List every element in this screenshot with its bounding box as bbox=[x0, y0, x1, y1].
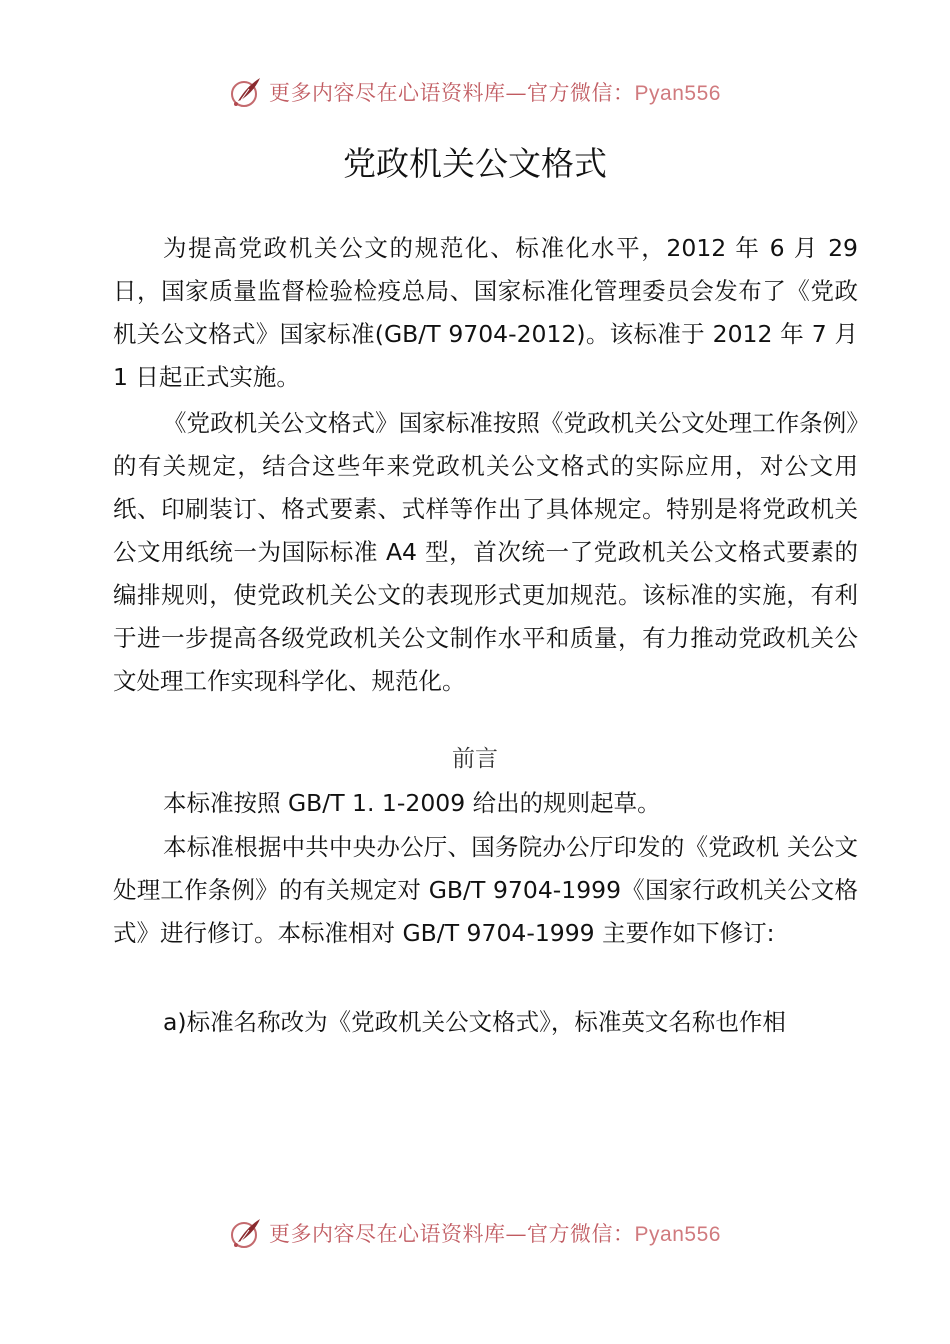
foreword-paragraph-2: 本标准根据中共中央办公厅、国务院办公厅印发的《党政机 关公文处理工作条例》的有关规定对 GB/T 9704-1999《国家行政机关公文格式》进行修订。本标准相对 GB/T 9704-1999 主要作如下修订: bbox=[113, 833, 858, 947]
intro-block bbox=[113, 227, 858, 399]
banner-text bbox=[269, 77, 721, 107]
banner-slogan: 更多内容尽在心语资料库—官方微信： bbox=[269, 81, 635, 105]
banner-slogan: 更多内容尽在心语资料库—官方微信： bbox=[269, 1222, 635, 1246]
banner-text bbox=[269, 1218, 721, 1248]
header-banner bbox=[0, 70, 950, 114]
intro-paragraph: 为提高党政机关公文的规范化、标准化水平，2012 年 6 月 29 日，国家质量监督检验检疫总局、国家标准化管理委员会发布了《党政机关公文格式》国家标准(GB/T 9704-2012)。该标准于 2012 年 7 月 1 日起正式实施。 bbox=[113, 234, 858, 391]
foreword-block-2 bbox=[113, 826, 858, 955]
feather-pen-logo-icon bbox=[229, 1216, 263, 1250]
banner-wechat-id: Pyan556 bbox=[634, 82, 721, 105]
overview-block bbox=[113, 402, 858, 703]
foreword-heading: 前言 bbox=[452, 746, 498, 772]
document-title: 党政机关公文格式 bbox=[343, 144, 607, 183]
overview-paragraph: 《党政机关公文格式》国家标准按照《党政机关公文处理工作条例》的有关规定，结合这些年来党政机关公文格式的实际应用，对公文用纸、印刷装订、格式要素、式样等作出了具体规定。特别是将党政机关公文用纸统一为国际标准 A4 型，首次统一了党政机关公文格式要素的编排规则，使党政机关公文的表现形式更加规范。该标准的实施，有利于进一步提高各级党政机关公文制作水平和质量，有力推动党政机关公文处理工作实现科学化、规范化。 bbox=[113, 409, 858, 695]
foreword-paragraph-1: 本标准按照 GB/T 1. 1-2009 给出的规则起草。 bbox=[163, 789, 661, 817]
foreword-item-a: a)标准名称改为《党政机关公文格式》，标准英文名称也作相 bbox=[163, 1008, 786, 1036]
banner-wechat-id: Pyan556 bbox=[634, 1223, 721, 1246]
foreword-block-3 bbox=[113, 1001, 858, 1044]
feather-pen-logo-icon bbox=[229, 75, 263, 109]
footer-banner bbox=[0, 1211, 950, 1255]
foreword-block-1 bbox=[113, 782, 858, 825]
